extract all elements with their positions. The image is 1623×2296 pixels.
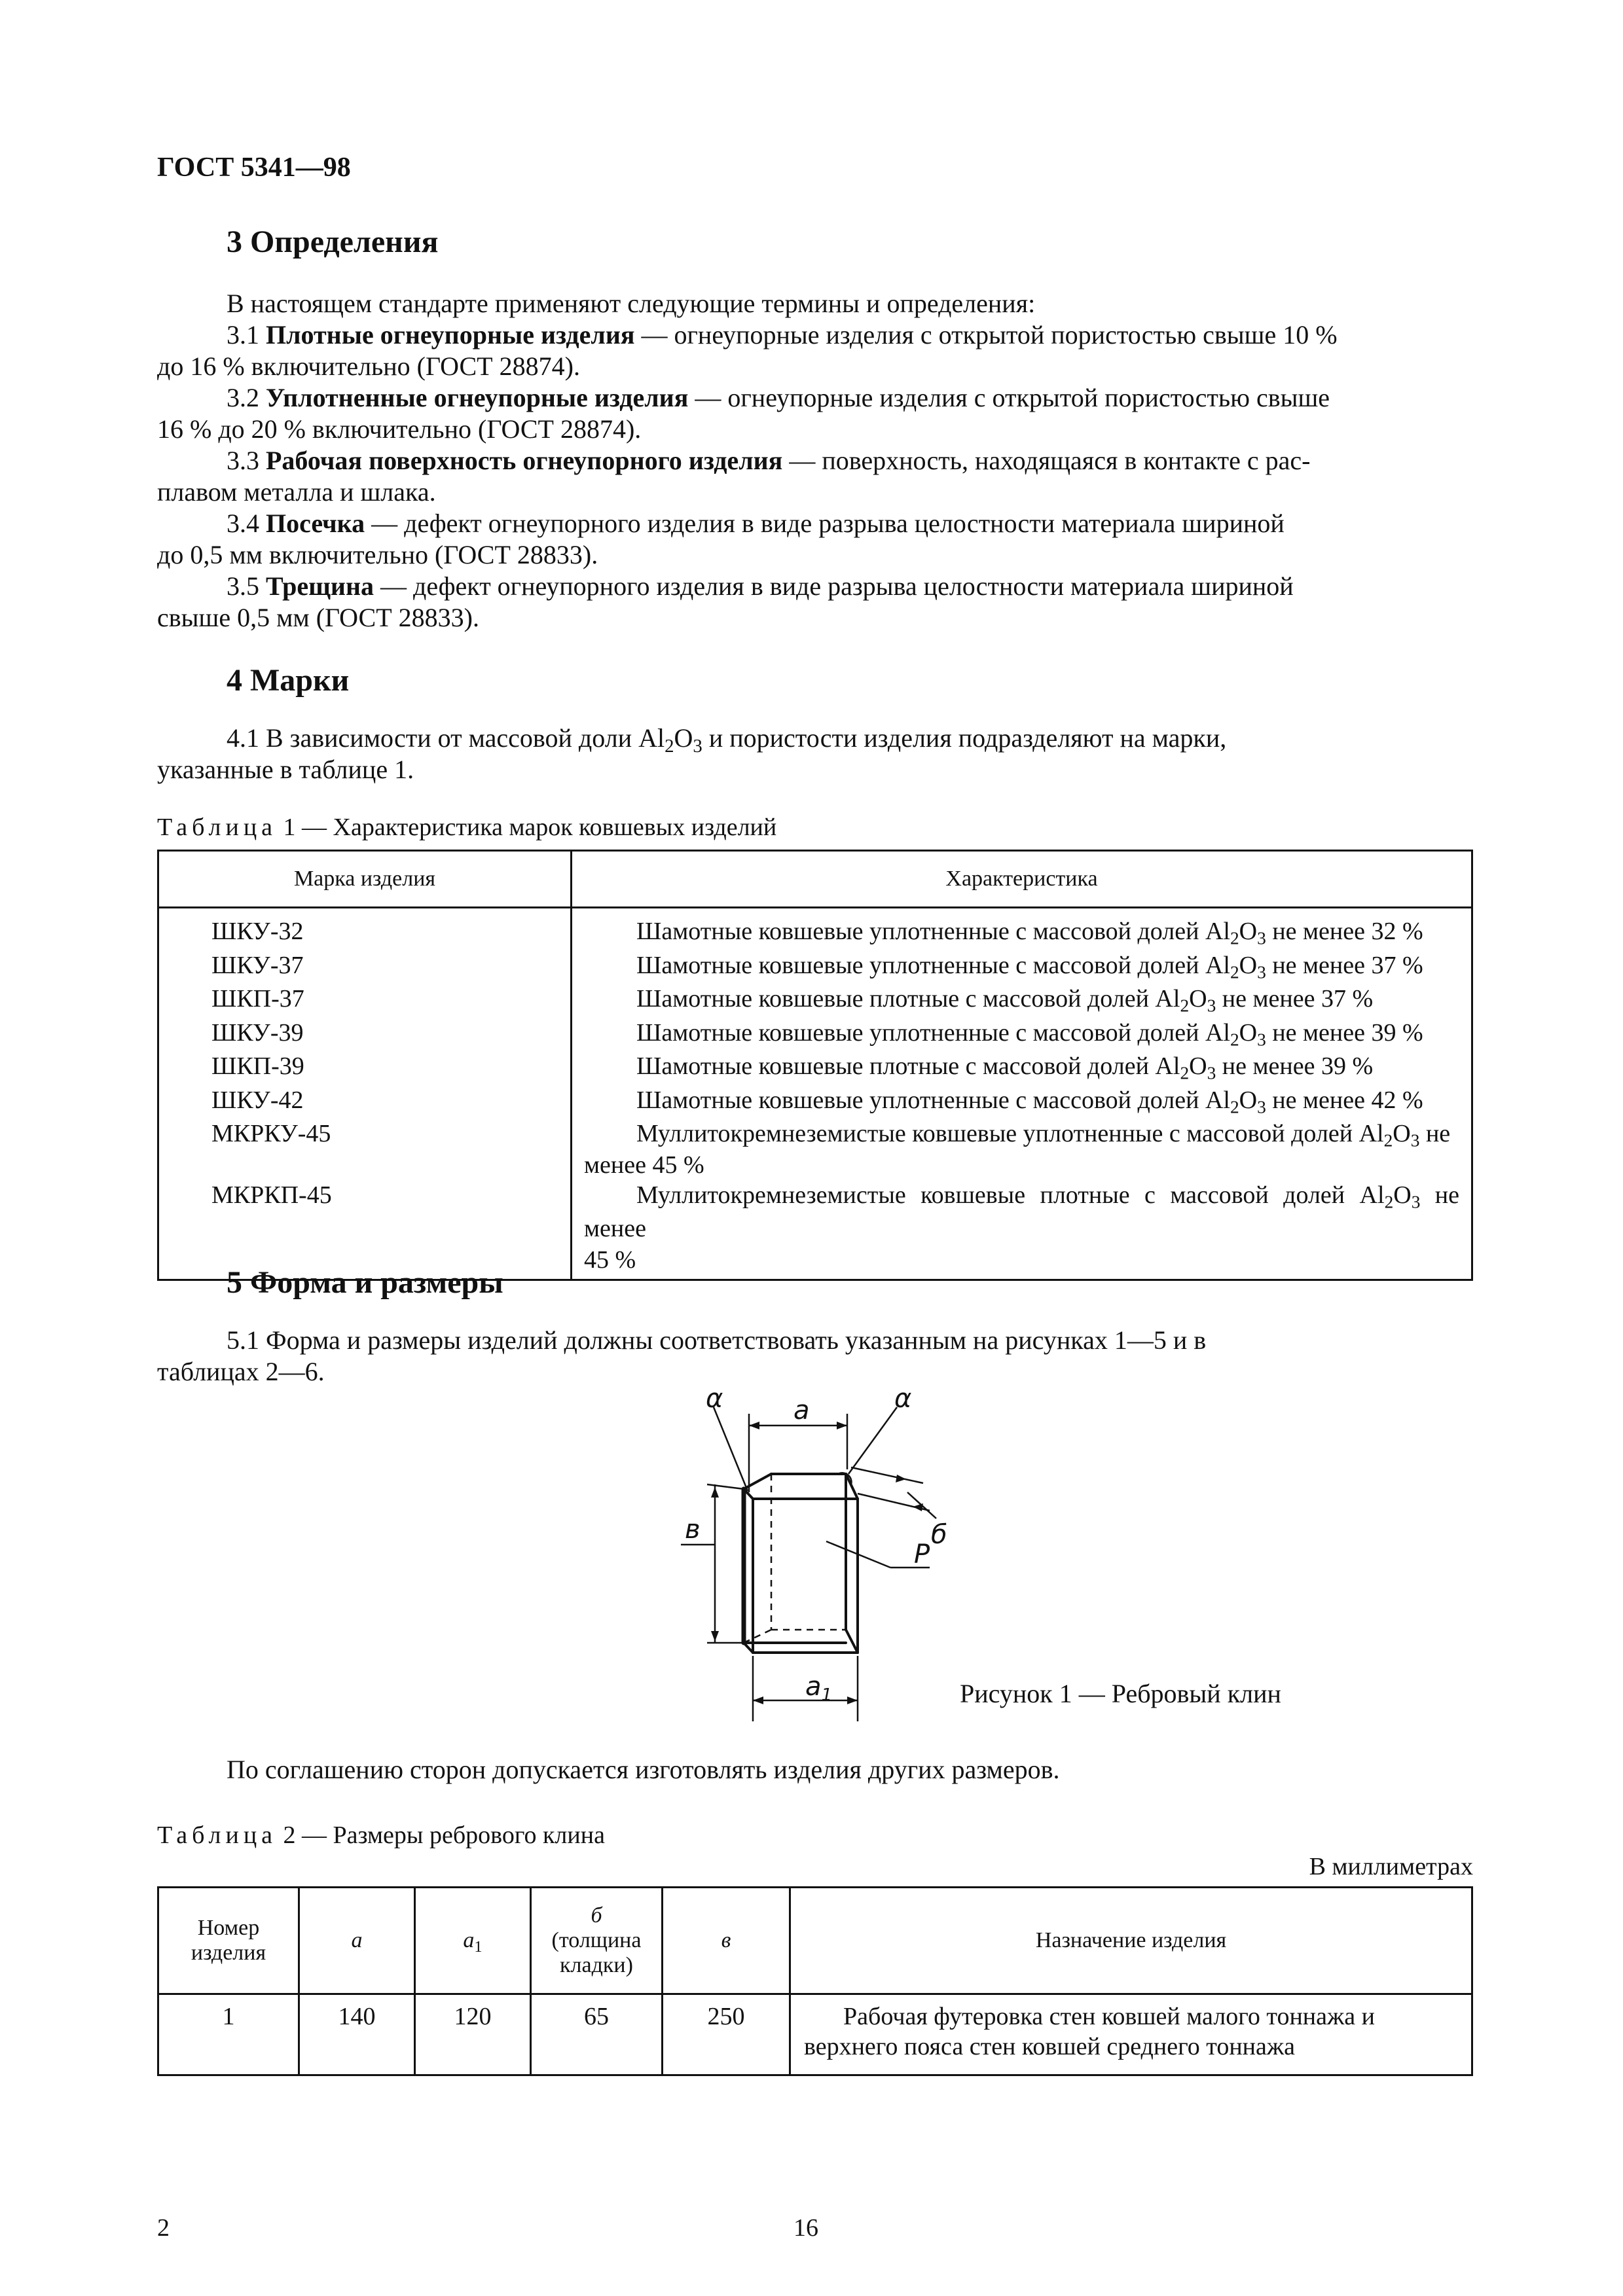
arrowhead: [847, 1696, 858, 1704]
paragraph-4-1: 4.1 В зависимости от массовой доли $Al_2O_3$ и пористости изделия подразделяют на марки, указанные в таблице 1.: [157, 723, 1227, 784]
label-a: а: [793, 1395, 810, 1426]
page-number-center: 16: [793, 2214, 818, 2242]
characteristic-cell: Муллитокремнеземистые ковшевые уплотненные с массовой долей $Al_2O_3$ не: [636, 1120, 1451, 1151]
table-header-row: [158, 851, 1472, 908]
definition-3-1: 3.1 Плотные огнеупорные изделия — огнеупорные изделия с открытой пористостью свыше 10 % до 16 % включительно (ГОСТ 28874).: [157, 320, 1338, 381]
table-body: [158, 908, 1472, 1280]
cell-purpose: Рабочая футеровка стен ковшей малого тоннажа и верхнего пояса стен ковшей среднего тоннажа: [790, 1994, 1472, 2075]
table-header-row: [158, 1888, 1472, 1994]
cell-b: 65: [531, 1994, 663, 2075]
figure-edge: [846, 1474, 858, 1499]
column-header-mark: Марка изделия: [158, 851, 572, 908]
arrowhead: [711, 1631, 719, 1641]
agreement-note: По соглашению сторон допускается изготовлять изделия других размеров.: [227, 1755, 1060, 1784]
label-p: Р: [914, 1539, 930, 1570]
table-1-marks: [157, 850, 1473, 1281]
column-header-b: б (толщина кладки): [531, 1888, 663, 1994]
dimension-line: [851, 1467, 923, 1483]
section-3-intro: В настоящем стандарте применяют следующие термины и определения:: [227, 289, 1036, 318]
table-1-caption: Таблица 1 — Характеристика марок ковшевых изделий: [157, 814, 777, 841]
dimension-line: [707, 1484, 744, 1489]
table-row: [158, 1994, 1472, 2075]
column-header-purpose: Назначение изделия: [790, 1888, 1472, 1994]
characteristic-cell: Шамотные ковшевые уплотненные с массовой долей $Al_2O_3$ не менее 42 %: [636, 1086, 1423, 1117]
dimension-leader: [848, 1407, 897, 1474]
term: Посечка: [266, 509, 365, 538]
label-alpha-right: α: [894, 1384, 912, 1414]
mark-cell: ШКП-37: [211, 985, 304, 1013]
term: Трещина: [266, 571, 374, 601]
mark-cell: ШКУ-32: [211, 918, 304, 945]
mark-cell: МКРКП-45: [211, 1181, 332, 1209]
section-3-title: 3 Определения: [227, 224, 439, 259]
term: Уплотненные огнеупорные изделия: [266, 383, 689, 412]
section-5-title: 5 Форма и размеры: [227, 1265, 503, 1300]
characteristic-cell-continued: 45 %: [584, 1246, 636, 1274]
characteristic-cell: Шамотные ковшевые плотные с массовой долей $Al_2O_3$ не менее 39 %: [636, 1052, 1374, 1083]
figure-edge: [846, 1630, 858, 1653]
definition-3-5: 3.5 Трещина — дефект огнеупорного изделия в виде разрыва целостности материала шириной свыше 0,5 мм (ГОСТ 28833).: [157, 571, 1294, 632]
page-number-left: 2: [157, 2214, 170, 2242]
dimension-leader: [714, 1407, 748, 1491]
section-4-title: 4 Марки: [227, 663, 350, 698]
arrowhead: [749, 1422, 759, 1429]
definition-3-2: 3.2 Уплотненные огнеупорные изделия — огнеупорные изделия с открытой пористостью свыше 16 % до 20 % включительно (ГОСТ 28874).: [157, 383, 1330, 444]
column-header-a1: $а_1$: [415, 1888, 531, 1994]
definition-3-3: 3.3 Рабочая поверхность огнеупорного изделия — поверхность, находящаяся в контакте с рас- плавом металла и шлака.: [157, 446, 1311, 507]
label-v: в: [685, 1515, 701, 1545]
table-2-edge-wedge-sizes: [157, 1886, 1473, 2076]
characteristic-cell: Шамотные ковшевые плотные с массовой долей $Al_2O_3$ не менее 37 %: [636, 985, 1374, 1016]
arrowhead: [837, 1422, 847, 1429]
arrowhead: [753, 1696, 763, 1704]
mark-cell: ШКУ-42: [211, 1086, 304, 1114]
arrowhead: [711, 1487, 719, 1498]
label-b: б: [931, 1520, 947, 1550]
paragraph-5-1: 5.1 Форма и размеры изделий должны соответствовать указанным на рисунках 1—5 и в таблицах 2—6.: [157, 1325, 1207, 1386]
column-header-a: а: [299, 1888, 415, 1994]
column-header-number: Номер изделия: [158, 1888, 299, 1994]
table-2-caption: Таблица 2 — Размеры ребрового клина: [157, 1821, 605, 1849]
definition-3-4: 3.4 Посечка — дефект огнеупорного изделия в виде разрыва целостности материала шириной до 0,5 мм включительно (ГОСТ 28833).: [157, 509, 1285, 569]
column-header-characteristic: Характеристика: [572, 851, 1472, 908]
figure-hidden-edge: [744, 1630, 771, 1643]
characteristic-cell: Шамотные ковшевые уплотненные с массовой долей $Al_2O_3$ не менее 39 %: [636, 1018, 1423, 1050]
document-code: ГОСТ 5341—98: [157, 152, 351, 183]
mark-column: [158, 908, 572, 1280]
mark-cell: ШКП-39: [211, 1052, 304, 1080]
cell-number: 1: [158, 1994, 299, 2075]
figure-1-caption: Рисунок 1 — Ребровый клин: [960, 1679, 1281, 1708]
cell-a1: 120: [415, 1994, 531, 2075]
characteristic-cell-continued: менее 45 %: [584, 1151, 704, 1179]
characteristic-column: [572, 908, 1472, 1280]
characteristic-cell: Шамотные ковшевые уплотненные с массовой долей $Al_2O_3$ не менее 32 %: [636, 918, 1423, 948]
arrowhead: [913, 1503, 923, 1511]
term: Рабочая поверхность огнеупорного изделия: [266, 446, 783, 475]
cell-v: 250: [663, 1994, 790, 2075]
mark-cell: МКРКУ-45: [211, 1120, 331, 1147]
characteristic-cell: Шамотные ковшевые уплотненные с массовой долей $Al_2O_3$ не менее 37 %: [636, 951, 1423, 982]
arrowhead: [896, 1475, 906, 1482]
mark-cell: ШКУ-37: [211, 951, 304, 979]
term: Плотные огнеупорные изделия: [266, 320, 635, 350]
label-a1: $а_1$: [805, 1672, 833, 1705]
characteristic-cell: Муллитокремнеземистые ковшевые плотные с массовой долей $Al_2O_3$ не менее: [584, 1181, 1460, 1242]
table-2-units: В миллиметрах: [1309, 1853, 1473, 1880]
figure-edge: [744, 1643, 753, 1653]
figure-1-edge-wedge: [655, 1381, 956, 1728]
figure-edge: [744, 1474, 771, 1489]
mark-cell: ШКУ-39: [211, 1018, 304, 1047]
label-alpha-left: α: [706, 1384, 723, 1414]
column-header-v: в: [663, 1888, 790, 1994]
cell-a: 140: [299, 1994, 415, 2075]
